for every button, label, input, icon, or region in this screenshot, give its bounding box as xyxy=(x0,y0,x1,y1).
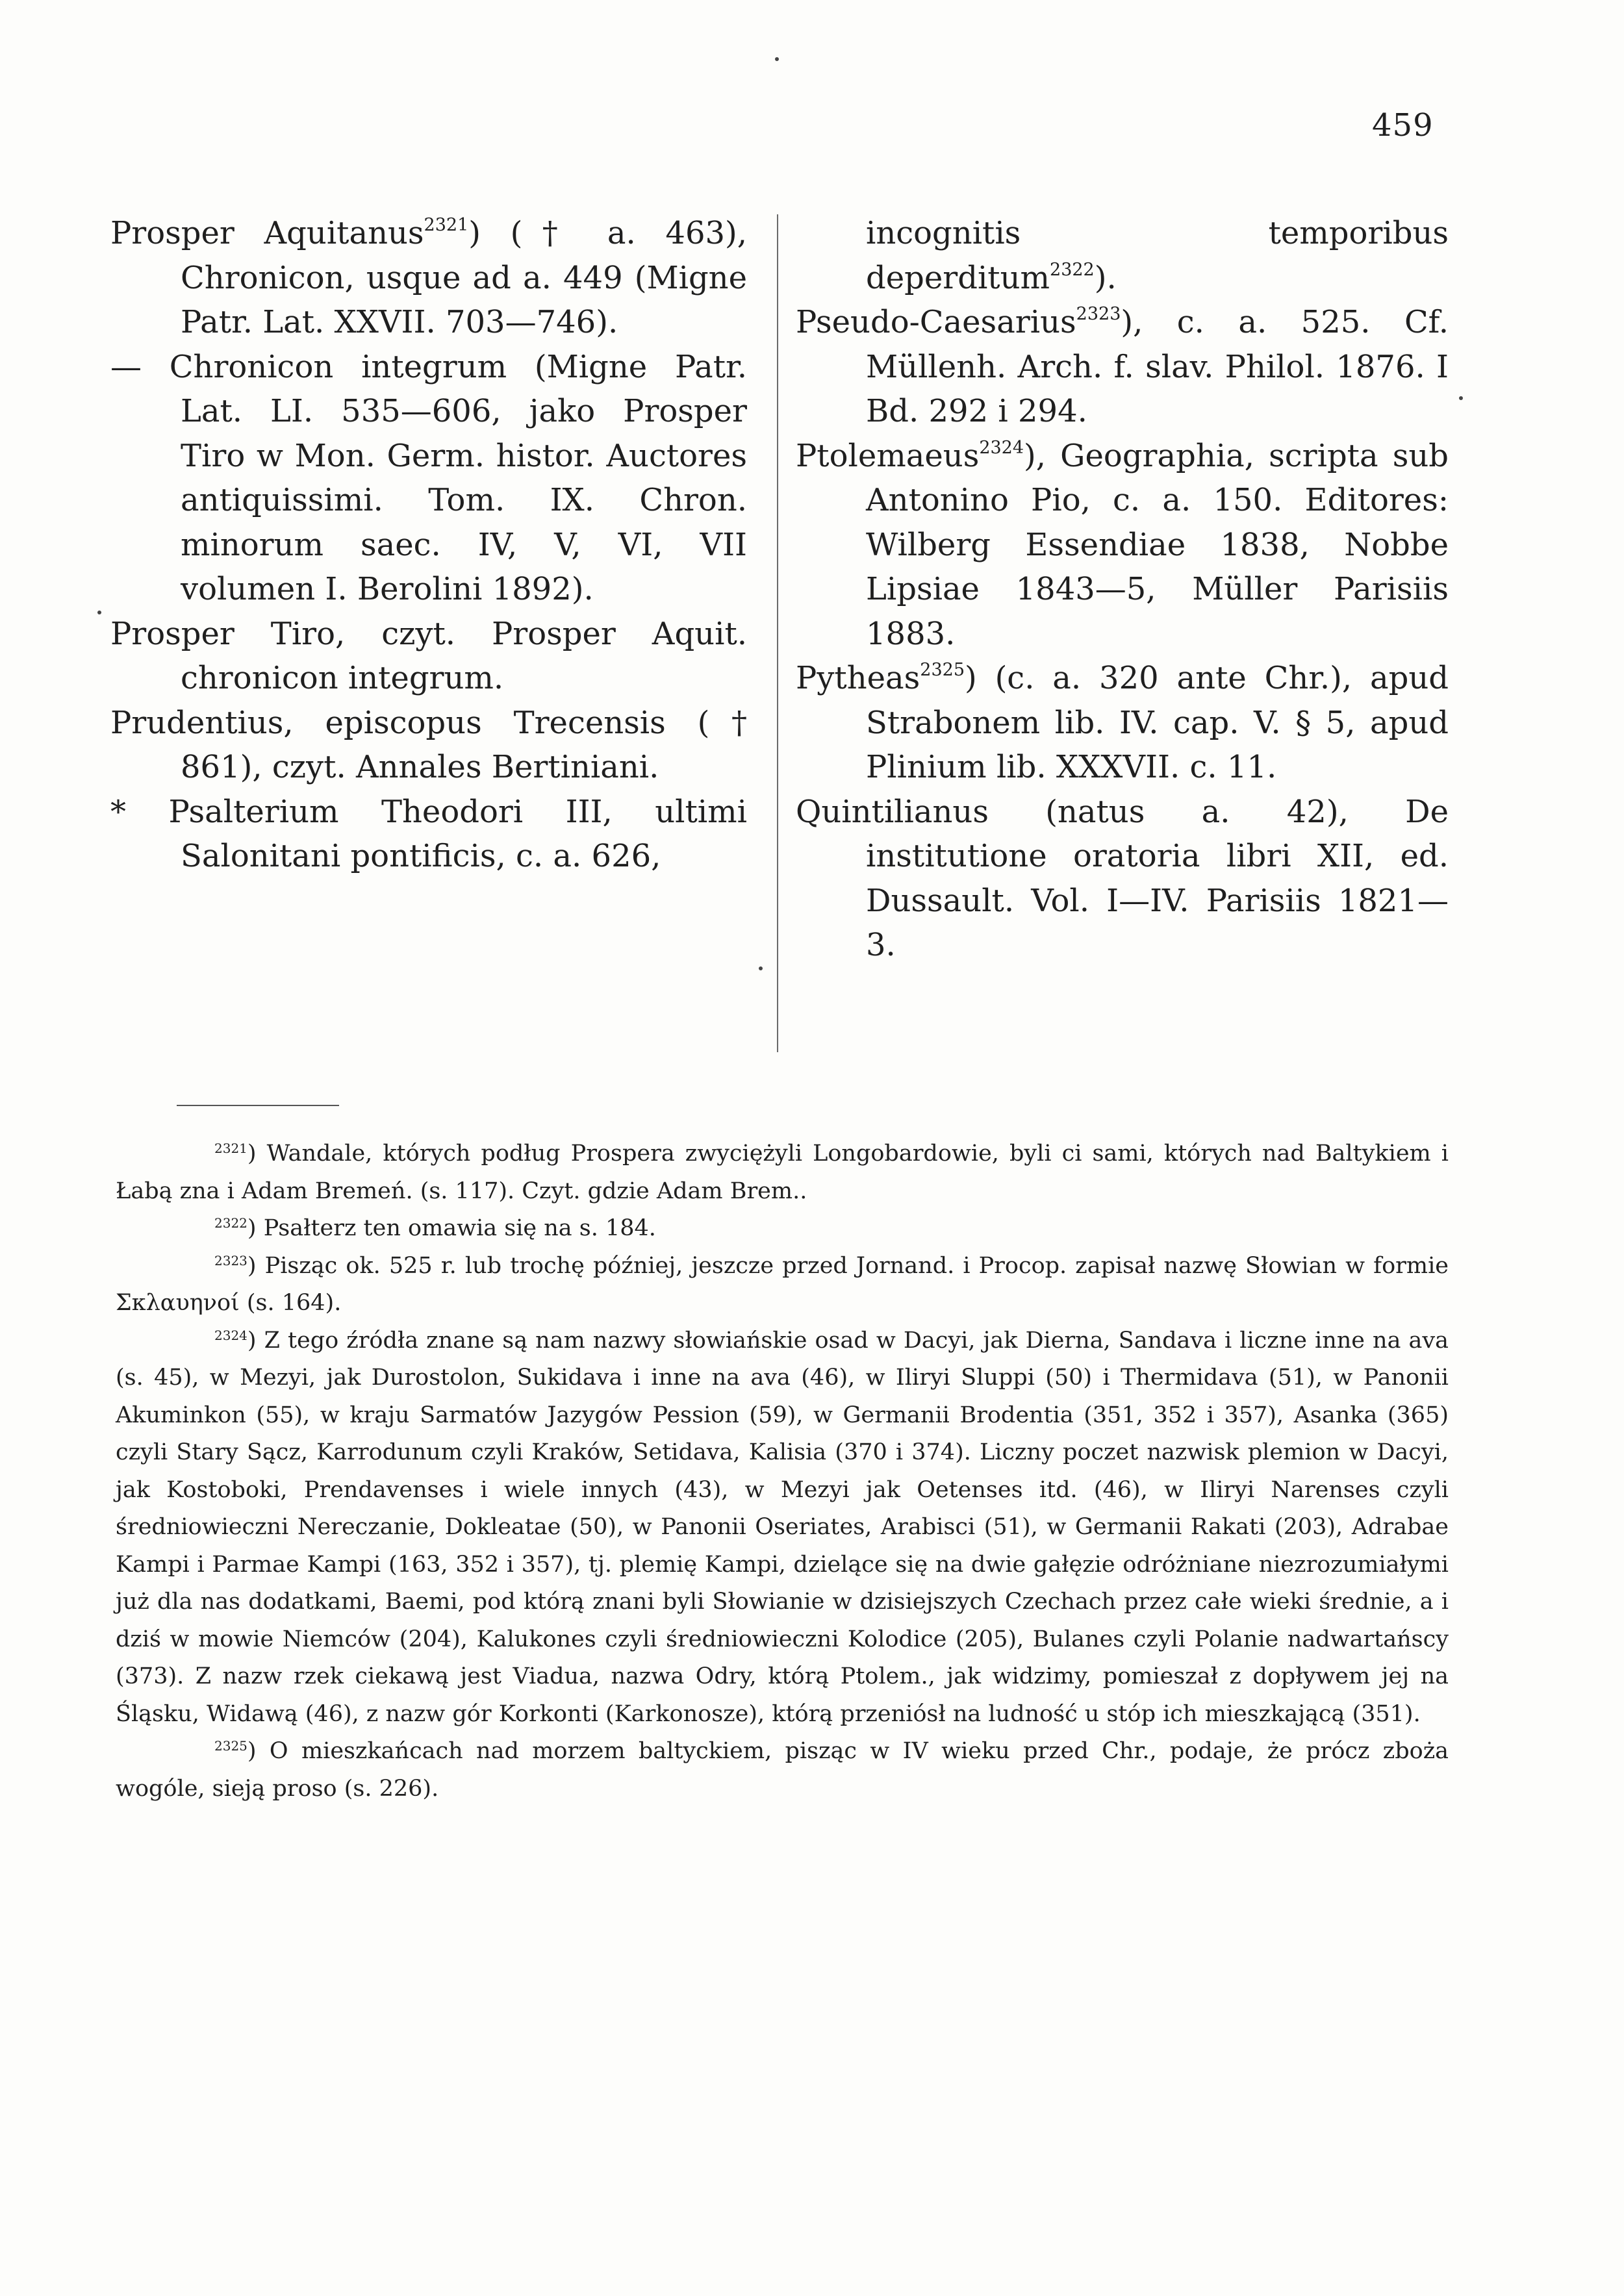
footnote-2323: $^{2323}$) Pisząc ok. 525 r. lub trochę później, jeszcze przed Jornand. i Procop. zapisał nazwę Słowian w formie Σκλαυηνοί (s. 164). xyxy=(116,1252,1449,1316)
footnote-rule xyxy=(177,1105,339,1106)
footnote-2322: $^{2322}$) Psałterz ten omawia się na s. 184. xyxy=(214,1215,656,1241)
entry-text: Prudentius, episcopus Trecensis († 861), czyt. Annales Bertiniani. xyxy=(110,704,747,785)
entry-text: * Psalterium Theodori III, ultimi Salonitani pontificis, c. a. 626, xyxy=(110,793,747,874)
entry-ptolemaeus xyxy=(796,434,1449,657)
footnote-ref[interactable]: 2323 xyxy=(1076,304,1121,324)
column-divider xyxy=(777,214,778,1052)
entry-pseudo-caesarius xyxy=(796,300,1449,434)
entry-text: Prosper Aquitanus xyxy=(110,215,424,251)
footnote-text: Psałterz ten omawia się na s. 184. xyxy=(263,1215,656,1241)
entry-quintilianus xyxy=(796,790,1449,968)
entry-text: ), Geographia, scripta sub Antonino Pio, c. a. 150. Editores: Wilberg Essendiae 1838, Nobbe Lipsiae 1843—5, Müller Parisiis 1883. xyxy=(866,437,1449,652)
entry-pytheas xyxy=(796,656,1449,790)
footnote-number: 2324 xyxy=(214,1327,247,1343)
entry-text: ) († a. 463), Chronicon, usque ad a. 449 (Migne Patr. Lat. XXVII. 703—746). xyxy=(181,215,747,340)
entry-text: incognitis temporibus deperditum xyxy=(866,215,1449,296)
entry-chronicon-integrum xyxy=(110,345,747,612)
footnote-ref[interactable]: 2322 xyxy=(1050,259,1095,280)
entry-text: — Chronicon integrum (Migne Patr. Lat. LI. 535—606, jako Prosper Tiro w Mon. Germ. histor. Auctores antiquissimi. Tom. IX. Chron. minorum saec. IV, V, VI, VII volumen I. Berolini 1892). xyxy=(110,348,747,607)
footnote-2324: $^{2324}$) Z tego źródła znane są nam nazwy słowiańskie osad w Dacyi, jak Dierna, Sandava i liczne inne na ava (s. 45), w Mezyi, jak Durostolon, Sukidava i inne na ava (46), w Iliryi Sluppi (50) i Thermidava (51), w Panonii Akuminkon (55), w kraju Sarmatów Jazygów Pession (59), w Germanii Brodentia (351, 352 i 357), Asanka (365) czyli Stary Sącz, Karrodunum czyli Kraków, Setidava, Kalisia (370 i 374). Liczny poczet nazwisk plemion w Dacyi, jak Kostoboki, Prendavenses i wiele innych (43), w Mezyi jak Oetenses itd. (46), w Iliryi Narenses czyli średniowieczni Nereczanie, Dokleatae (50), w Panonii Oseriates, Arabisci (51), w Germanii Rakati (203), Adrabae Kampi i Parmae Kampi (163, 352 i 357), tj. plemię Kampi, dzielące się na dwie gałęzie odróżniane niezrozumiałymi już dla nas dodatkami, Baemi, pod którą znani byli Słowianie w dzisiejszych Czechach przez całe wieki średnie, a i dziś w mowie Niemców (204), Kalukones czyli średniowieczni Kolodice (205), Bulanes czyli Polanie nadwartańscy (373). Z nazw rzek ciekawą jest Viadua, nazwa Odry, którą Ptolem., jak widzimy, pomieszał z dopływem jej na Śląsku, Widawą (46), z nazw gór Korkonti (Karkonosze), którą przeniósł na ludność u stóp ich mieszkającą (351). xyxy=(116,1327,1449,1727)
footnote-number: 2321 xyxy=(214,1141,247,1156)
entry-psalterium xyxy=(110,790,747,879)
print-speck xyxy=(775,57,779,61)
page-number: 459 xyxy=(1372,107,1434,144)
right-column xyxy=(796,211,1449,968)
footnotes xyxy=(116,1135,1449,1808)
entry-text: ). xyxy=(1094,259,1117,296)
footnote-ref[interactable]: 2321 xyxy=(424,215,469,235)
entry-text: Quintilianus (natus a. 42), De institutione oratoria libri XII, ed. Dussault. Vol. I—IV. Parisiis 1821—3. xyxy=(796,793,1449,963)
entry-prudentius xyxy=(110,701,747,790)
footnote-ref[interactable]: 2325 xyxy=(920,660,965,680)
footnote-text: Z tego źródła znane są nam nazwy słowiańskie osad w Dacyi, jak Dierna, Sandava i liczne inne na ava (s. 45), w Mezyi, jak Durostolon, Sukidava i inne na ava (46), w Iliryi Sluppi (50) i Thermidava (51), w Panonii Akuminkon (55), w kraju Sarmatów Jazygów Pession (59), w Germanii Brodentia (351, 352 i 357), Asanka (365) czyli Stary Sącz, Karrodunum czyli Kraków, Setidava, Kalisia (370 i 374). Liczny poczet nazwisk plemion w Dacyi, jak Kostoboki, Prendavenses i wiele innych (43), w Mezyi jak Oetenses itd. (46), w Iliryi Narenses czyli średniowieczni Nereczanie, Dokleatae (50), w Panonii Oseriates, Arabisci (51), w Germanii Rakati (203), Adrabae Kampi i Parmae Kampi (163, 352 i 357), tj. plemię Kampi, dzielące się na dwie gałęzie odróżniane niezrozumiałymi już dla nas dodatkami, Baemi, pod którą znani byli Słowianie w dzisiejszych Czechach przez całe wieki średnie, a i dziś w mowie Niemców (204), Kalukones czyli średniowieczni Kolodice (205), Bulanes czyli Polanie nadwartańscy (373). Z nazw rzek ciekawą jest Viadua, nazwa Odry, którą Ptolem., jak widzimy, pomieszał z dopływem jej na Śląsku, Widawą (46), z nazw gór Korkonti (Karkonosze), którą przeniósł na ludność u stóp ich mieszkającą (351). xyxy=(116,1327,1449,1727)
entry-prosper-aquitanus xyxy=(110,211,747,345)
footnote-text: Wandale, których podług Prospera zwyciężyli Longobardowie, byli ci sami, których nad Baltykiem i Łabą zna i Adam Bremeń. (s. 117). Czyt. gdzie Adam Brem.. xyxy=(116,1141,1449,1204)
footnote-2321: $^{2321}$) Wandale, których podług Prospera zwyciężyli Longobardowie, byli ci sami, których nad Baltykiem i Łabą zna i Adam Bremeń. (s. 117). Czyt. gdzie Adam Brem.. xyxy=(116,1141,1449,1204)
footnote-2325: $^{2325}$) O mieszkańcach nad morzem baltyckiem, pisząc w IV wieku przed Chr., podaje, że prócz zboża wogóle, sieją proso (s. 226). xyxy=(116,1738,1449,1802)
footnote-number: 2323 xyxy=(214,1252,247,1268)
print-speck xyxy=(1459,396,1463,400)
entry-text: Prosper Tiro, czyt. Prosper Aquit. chronicon integrum. xyxy=(110,615,747,696)
entry-text: ), c. a. 525. Cf. Müllenh. Arch. f. slav. Philol. 1876. I Bd. 292 i 294. xyxy=(866,304,1449,429)
print-speck xyxy=(759,966,763,970)
footnote-number: 2322 xyxy=(214,1215,247,1231)
entry-psalterium-continued xyxy=(796,211,1449,300)
entry-text: Pytheas xyxy=(796,660,920,696)
entry-text: ) (c. a. 320 ante Chr.), apud Strabonem lib. IV. cap. V. § 5, apud Plinium lib. XXXVII. c. 11. xyxy=(866,660,1449,785)
entry-text: Pseudo-Caesarius xyxy=(796,304,1076,340)
footnote-number: 2325 xyxy=(214,1738,247,1754)
footnote-ref[interactable]: 2324 xyxy=(979,437,1024,458)
footnote-text: Pisząc ok. 525 r. lub trochę później, jeszcze przed Jornand. i Procop. zapisał nazwę Słowian w formie Σκλαυηνοί (s. 164). xyxy=(116,1252,1449,1316)
entry-prosper-tiro xyxy=(110,612,747,701)
footnote-text: O mieszkańcach nad morzem baltyckiem, pisząc w IV wieku przed Chr., podaje, że prócz zboża wogóle, sieją proso (s. 226). xyxy=(116,1738,1449,1802)
entry-text: Ptolemaeus xyxy=(796,437,980,474)
left-column xyxy=(110,211,747,879)
print-speck xyxy=(97,611,101,614)
